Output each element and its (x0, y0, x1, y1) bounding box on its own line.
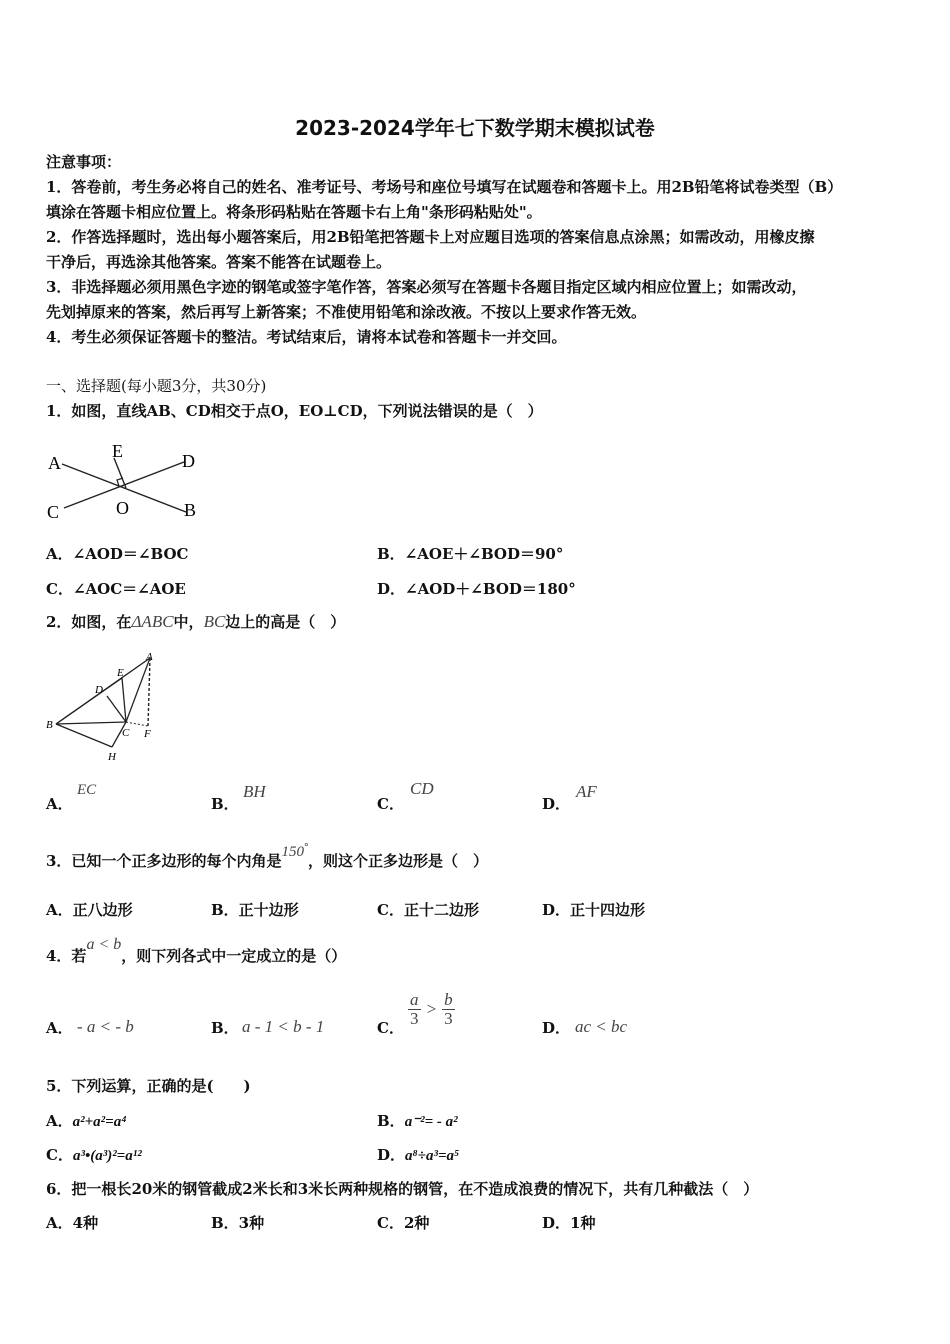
q1-option-b: B．∠AOE＋∠BOD＝90° (377, 545, 564, 563)
q4-option-c-frac-b (442, 991, 455, 1028)
q1-figure (44, 440, 214, 525)
q3-stem-degree: ° (303, 842, 308, 853)
q5-stem: 5．下列运算，正确的是( ) (46, 1077, 251, 1095)
q3-stem (46, 842, 488, 873)
q3-stem-math: 150 (281, 844, 304, 860)
q5-option-b-expr: a⁻²= - a² (404, 1114, 458, 1130)
q5-option-d-expr: a⁸÷a³=a⁵ (405, 1148, 460, 1164)
q4-option-c-frac-a (408, 991, 421, 1028)
section-heading: 一、选择题(每小题3分，共30分) (46, 377, 267, 395)
q5-option-a (46, 1110, 126, 1131)
q1-label-c: C (47, 502, 60, 522)
q6-stem: 6．把一根长20米的钢管截成2米长和3米长两种规格的钢管，在不造成浪费的情况下，共有几种截法（ ） (46, 1180, 759, 1198)
page-title: 2023-2024学年七下数学期末模拟试卷 (295, 116, 655, 140)
q2-label-e: E (117, 667, 124, 679)
q6-option-a: A．4种 (46, 1214, 99, 1232)
q2-figure (44, 650, 164, 765)
q1-label-a: A (48, 453, 61, 473)
q2-label-d: D (95, 684, 103, 696)
q3-option-d: D．正十四边形 (542, 901, 646, 919)
q4-option-d-value: ac < bc (575, 1017, 628, 1036)
q4-stem (46, 936, 347, 968)
q2-label-a: A (146, 651, 153, 663)
q4-option-a-letter: A． (46, 1019, 73, 1037)
q5-option-d (377, 1144, 459, 1165)
q1-option-d: D．∠AOD＋∠BOD＝180° (377, 580, 576, 598)
q4-option-c-letter: C． (377, 1019, 404, 1037)
q1-label-b: B (184, 500, 197, 520)
q2-label-f: F (144, 728, 151, 740)
notice-line-2: 填涂在答题卡相应位置上。将条形码粘贴在答题卡右上角"条形码粘贴处"。 (46, 203, 542, 221)
notice-line-4: 干净后，再选涂其他答案。答案不能答在试题卷上。 (46, 253, 392, 271)
q4-stem-math: a < b (86, 936, 122, 953)
q2-option-b-value: BH (243, 782, 266, 801)
notice-line-3: 2．作答选择题时，选出每小题答案后，用2B铅笔把答题卡上对应题目选项的答案信息点涂黑；如需改动，用橡皮擦 (46, 228, 815, 246)
q4-frac-a-den: 3 (410, 1009, 419, 1028)
q2-stem-math1: ΔABC (131, 612, 174, 631)
q1-label-d: D (182, 451, 195, 471)
q3-stem-post: ，则这个正多边形是（ ） (307, 852, 488, 870)
q2-option-b-letter: B． (211, 795, 239, 813)
q1-option-c: C．∠AOC＝∠AOE (46, 580, 186, 598)
q4-stem-pre: 4．若 (46, 947, 87, 965)
q3-option-c: C．正十二边形 (377, 901, 479, 919)
q4-option-d-letter: D． (542, 1019, 571, 1037)
q2-option-c-value: CD (410, 779, 434, 798)
q1-option-a: A．∠AOD＝∠BOC (46, 545, 189, 563)
q2-label-h: H (108, 751, 116, 763)
q4-frac-b-num: b (444, 990, 453, 1009)
q4-option-c-value (408, 991, 455, 1028)
q4-option-a-value: - a < - b (77, 1017, 134, 1036)
q2-stem-mid: 中， (173, 613, 204, 631)
q5-option-b (377, 1110, 458, 1131)
notice-line-1: 1．答卷前，考生务必将自己的姓名、准考证号、考场号和座位号填写在试题卷和答题卡上。用2B铅笔将试卷类型（B） (46, 178, 843, 196)
notice-line-7: 4．考生必须保证答题卡的整洁。考试结束后，请将本试卷和答题卡一并交回。 (46, 328, 567, 346)
notice-heading: 注意事项： (46, 153, 122, 171)
q4-option-c-op: > (425, 999, 438, 1019)
q3-option-a: A．正八边形 (46, 901, 133, 919)
notice-line-6: 先划掉原来的答案，然后再写上新答案；不准使用铅笔和涂改液。不按以上要求作答无效。 (46, 303, 647, 321)
q5-option-a-prefix: A． (46, 1112, 73, 1130)
q5-option-c-prefix: C． (46, 1146, 73, 1164)
q2-stem-post: 边上的高是（ ） (225, 613, 346, 631)
q5-option-a-expr: a²+a²=a⁴ (72, 1114, 127, 1130)
q5-option-c (46, 1144, 142, 1165)
q4-option-b-letter: B． (211, 1019, 239, 1037)
q5-option-c-expr: a³•(a³)²=a¹² (72, 1148, 142, 1164)
q4-stem-post: ，则下列各式中一定成立的是（） (121, 947, 347, 965)
q2-stem (46, 611, 345, 633)
q6-option-c: C．2种 (377, 1214, 430, 1232)
q2-option-a-value: EC (77, 782, 97, 798)
q4-option-b-value: a - 1 < b - 1 (242, 1017, 325, 1036)
q2-stem-pre: 2．如图，在 (46, 613, 132, 631)
q2-option-d-value: AF (576, 782, 597, 801)
q5-option-b-prefix: B． (377, 1112, 405, 1130)
q1-label-o: O (116, 498, 129, 518)
q2-stem-math2: BC (203, 612, 226, 631)
q4-frac-a-num: a (410, 990, 419, 1009)
q2-option-d-letter: D． (542, 795, 571, 813)
q3-option-b: B．正十边形 (211, 901, 299, 919)
q1-stem: 1．如图，直线AB、CD相交于点O，EO⊥CD，下列说法错误的是（ ） (46, 402, 543, 420)
notice-line-5: 3．非选择题必须用黑色字迹的钢笔或签字笔作答，答案必须写在答题卡各题目指定区域内相应位置上；如需改动， (46, 278, 807, 296)
q6-option-d: D．1种 (542, 1214, 596, 1232)
q3-stem-pre: 3．已知一个正多边形的每个内角是 (46, 852, 282, 870)
q1-label-e: E (112, 441, 123, 461)
q5-option-d-prefix: D． (377, 1146, 406, 1164)
q2-option-c-letter: C． (377, 795, 404, 813)
q2-label-c: C (122, 727, 130, 739)
q2-option-a-letter: A． (46, 795, 73, 813)
q6-option-b: B．3种 (211, 1214, 265, 1232)
q4-frac-b-den: 3 (444, 1009, 453, 1028)
q2-label-b: B (46, 719, 53, 731)
